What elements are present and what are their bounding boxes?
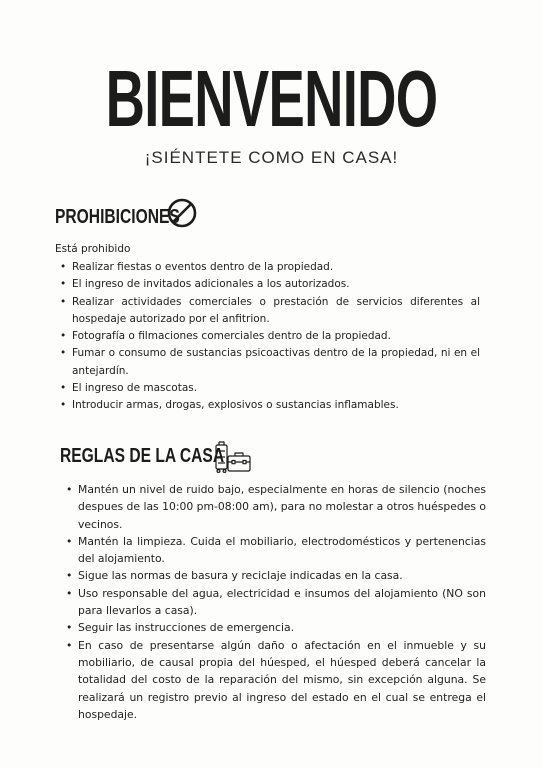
prohibiciones-list [60,259,480,415]
reglas-list [66,481,486,723]
reglas-heading: REGLAS DE LA CASA [60,445,225,467]
list-item: • Sigue las normas de basura y reciclaje indicadas en la casa. [66,567,486,584]
list-item: • Introducir armas, drogas, explosivos o sustancias inflamables. [60,397,480,414]
list-item: • El ingreso de invitados adicionales a los autorizados. [60,276,480,293]
prohibited-icon [166,197,198,229]
page-title: BIENVENIDO [105,54,438,143]
luggage-icon [213,437,253,475]
list-item: • Mantén la limpieza. Cuida el mobiliario, electrodomésticos y pertenencias del alojamiento. [66,533,486,568]
list-item: • Realizar actividades comerciales o prestación de servicios diferentes al hospedaje autorizado por el anfitrion. [60,294,480,329]
list-item: • Fumar o consumo de sustancias psicoactivas dentro de la propiedad, ni en el antejardín. [60,345,480,380]
list-item: • En caso de presentarse algún daño o afectación en el inmueble y su mobiliario, de causal propia del húesped, el húesped deberá cancelar la totalidad del costo de la reparación del mismo, sin excepción alguna. Se realizará un registro previo al ingreso del estado en el cual se entrega el hospedaje. [66,637,486,723]
prohibiciones-intro: Está prohibido [55,243,131,255]
prohibiciones-heading: PROHIBICIONES [55,206,180,228]
list-item: • Uso responsable del agua, electricidad e insumos del alojamiento (NO son para llevarlos a casa). [66,585,486,620]
list-item: • Seguir las instrucciones de emergencia. [66,619,486,636]
list-item: • Fotografía o filmaciones comerciales dentro de la propiedad. [60,328,480,345]
list-item: • El ingreso de mascotas. [60,380,480,397]
page-subtitle: ¡SIÉNTETE COMO EN CASA! [144,148,399,167]
list-item: • Mantén un nivel de ruido bajo, especialmente en horas de silencio (noches despues de las 10:00 pm-08:00 am), para no molestar a otros huéspedes o vecinos. [66,481,486,533]
list-item: • Realizar fiestas o eventos dentro de la propiedad. [60,259,480,276]
